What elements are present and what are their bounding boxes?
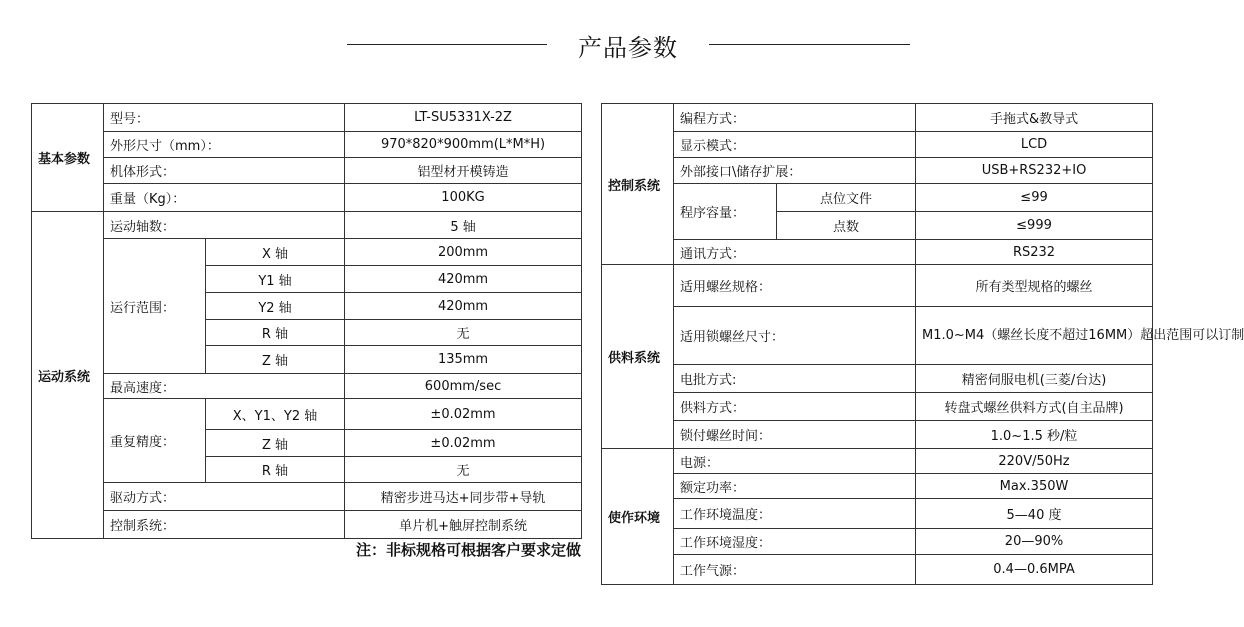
table-row: [32, 184, 582, 212]
page-title: 产品参数: [578, 34, 678, 62]
size-label: 外形尺寸（mm）：: [104, 132, 345, 158]
time-value: 1.0~1.5 秒/粒: [916, 421, 1153, 449]
right-spec-table: [601, 103, 1244, 585]
air-label: 工作气源：: [674, 555, 916, 585]
repeat-label: 重复精度：: [104, 399, 206, 483]
repeat-value-r: 无: [345, 457, 582, 483]
range-value-y1: 420mm: [345, 266, 582, 293]
body-label: 机体形式：: [104, 158, 345, 184]
table-row: [602, 307, 1153, 365]
capacity-sub-points: 点数: [777, 212, 916, 240]
capacity-value-file: ≤99: [916, 184, 1153, 212]
comm-value: RS232: [916, 240, 1153, 265]
table-row: [602, 393, 1153, 421]
rated-value: Max.350W: [916, 474, 1153, 499]
title-divider-right: [709, 44, 910, 45]
table-row: [602, 365, 1153, 393]
table-row: [602, 474, 1153, 499]
group-control: 控制系统: [602, 104, 674, 265]
group-env: 使作环境: [602, 449, 674, 585]
screw-spec-label: 适用螺丝规格：: [674, 265, 916, 307]
lock-size-value: M1.0~M4（螺丝长度不超过16MM）超出范围可以订制: [916, 307, 1153, 365]
custom-note: 注：非标规格可根据客户要求定做: [355, 541, 581, 559]
left-spec-table: [31, 103, 582, 539]
rated-label: 额定功率：: [674, 474, 916, 499]
size-value: 970*820*900mm(L*M*H): [345, 132, 582, 158]
model-value: LT-SU5331X-2Z: [345, 104, 582, 132]
table-row: [602, 240, 1153, 265]
temp-label: 工作环境温度：: [674, 499, 916, 529]
range-axis-y1: Y1 轴: [206, 266, 345, 293]
humid-label: 工作环境湿度：: [674, 529, 916, 555]
control-value: 单片机+触屏控制系统: [345, 511, 582, 539]
drive-label: 驱动方式：: [104, 483, 345, 511]
table-row: [602, 265, 1153, 307]
temp-value: 5—40 度: [916, 499, 1153, 529]
table-row: [32, 483, 582, 511]
capacity-sub-file: 点位文件: [777, 184, 916, 212]
comm-label: 通讯方式：: [674, 240, 916, 265]
weight-value: 100KG: [345, 184, 582, 212]
table-row: [32, 104, 582, 132]
title-divider-left: [347, 44, 547, 45]
range-value-r: 无: [345, 320, 582, 346]
table-row: [602, 449, 1153, 474]
axes-label: 运动轴数：: [104, 212, 345, 239]
group-feed: 供料系统: [602, 265, 674, 449]
range-value-y2: 420mm: [345, 293, 582, 320]
range-axis-y2: Y2 轴: [206, 293, 345, 320]
table-row: [32, 374, 582, 399]
table-row: [602, 132, 1153, 158]
ext-label: 外部接口\储存扩展：: [674, 158, 916, 184]
prog-label: 编程方式：: [674, 104, 916, 132]
table-row: [602, 184, 1153, 212]
driver-label: 电批方式:: [674, 365, 916, 393]
feed-value: 转盘式螺丝供料方式(自主品牌): [916, 393, 1153, 421]
table-row: [602, 158, 1153, 184]
time-label: 锁付螺丝时间：: [674, 421, 916, 449]
table-row: [602, 529, 1153, 555]
page-header: [0, 0, 1224, 90]
table-row: [32, 158, 582, 184]
weight-label: 重量（Kg）：: [104, 184, 345, 212]
group-basic: 基本参数: [32, 104, 104, 212]
power-value: 220V/50Hz: [916, 449, 1153, 474]
repeat-axis-z: Z 轴: [206, 430, 345, 457]
power-label: 电源：: [674, 449, 916, 474]
ext-value: USB+RS232+IO: [916, 158, 1153, 184]
screw-spec-value: 所有类型规格的螺丝: [916, 265, 1153, 307]
repeat-axis-xy: X、Y1、Y2 轴: [206, 399, 345, 430]
table-row: [602, 499, 1153, 529]
table-row: [602, 555, 1153, 585]
table-row: [32, 212, 582, 239]
control-label: 控制系统：: [104, 511, 345, 539]
repeat-value-xy: ±0.02mm: [345, 399, 582, 430]
repeat-axis-r: R 轴: [206, 457, 345, 483]
range-label: 运行范围：: [104, 239, 206, 374]
air-value: 0.4—0.6MPA: [916, 555, 1153, 585]
table-row: [602, 104, 1153, 132]
capacity-label: 程序容量：: [674, 184, 777, 240]
display-label: 显示模式：: [674, 132, 916, 158]
display-value: LCD: [916, 132, 1153, 158]
humid-value: 20—90%: [916, 529, 1153, 555]
table-row: [32, 399, 582, 430]
range-value-x: 200mm: [345, 239, 582, 266]
prog-value: 手拖式&教导式: [916, 104, 1153, 132]
range-axis-z: Z 轴: [206, 346, 345, 374]
group-motion: 运动系统: [32, 212, 104, 539]
range-axis-r: R 轴: [206, 320, 345, 346]
lock-size-label: 适用锁螺丝尺寸：: [674, 307, 916, 365]
model-label: 型号：: [104, 104, 345, 132]
table-row: [602, 421, 1153, 449]
range-axis-x: X 轴: [206, 239, 345, 266]
repeat-value-z: ±0.02mm: [345, 430, 582, 457]
body-value: 铝型材开模铸造: [345, 158, 582, 184]
speed-label: 最高速度：: [104, 374, 345, 399]
table-row: [32, 511, 582, 539]
speed-value: 600mm/sec: [345, 374, 582, 399]
driver-value: 精密伺服电机(三菱/台达): [916, 365, 1153, 393]
range-value-z: 135mm: [345, 346, 582, 374]
capacity-value-points: ≤999: [916, 212, 1153, 240]
feed-label: 供料方式：: [674, 393, 916, 421]
table-row: [32, 239, 582, 266]
axes-value: 5 轴: [345, 212, 582, 239]
drive-value: 精密步进马达+同步带+导轨: [345, 483, 582, 511]
table-row: [32, 132, 582, 158]
